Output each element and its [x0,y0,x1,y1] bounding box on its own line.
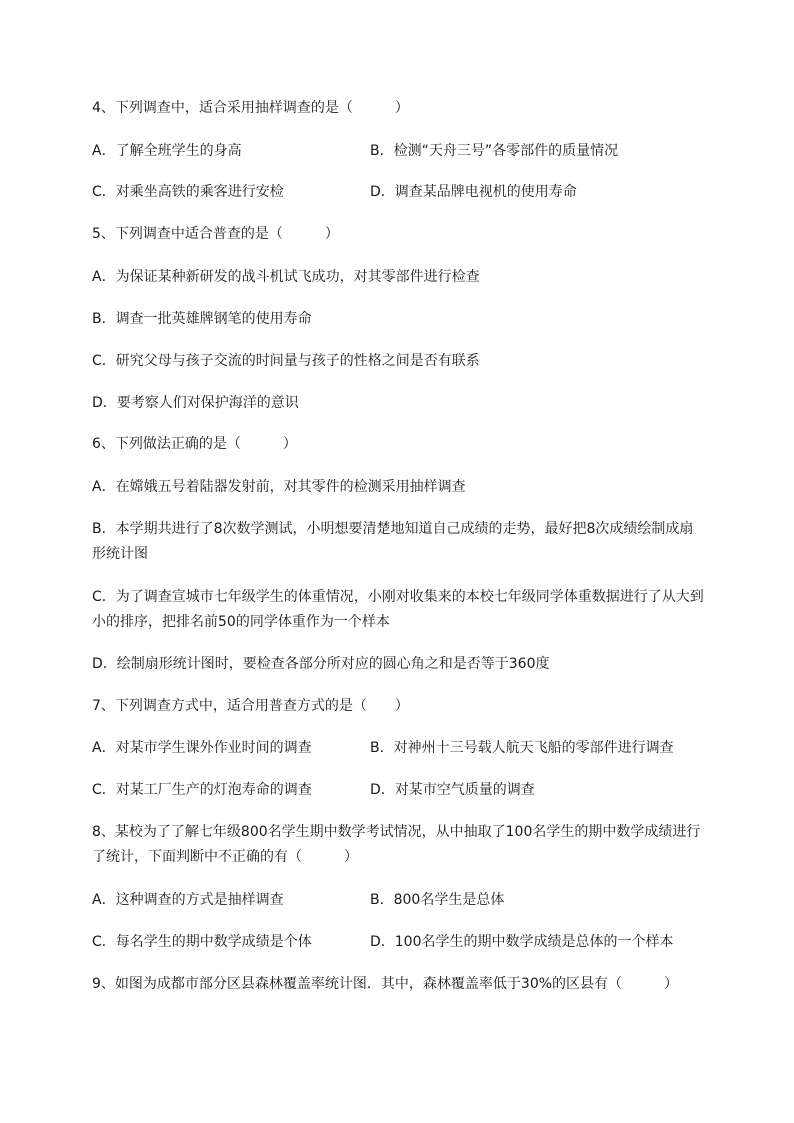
question-6-option-d: D．绘制扇形统计图时，要检查各部分所对应的圆心角之和是否等于360度 [92,656,550,672]
question-5-option-c: C．研究父母与孩子交流的时间量与孩子的性格之间是否有联系 [92,353,480,369]
question-8-option-b: B．800名学生是总体 [370,892,505,908]
question-7-option-b: B．对神州十三号载人航天飞船的零部件进行调查 [370,740,674,756]
question-8-option-c: C．每名学生的期中数学成绩是个体 [92,934,312,950]
question-4-stem: 4、下列调查中，适合采用抽样调查的是（ ） [92,100,409,116]
question-8-option-d: D．100名学生的期中数学成绩是总体的一个样本 [370,934,674,950]
question-6-option-c-line-2: 小的排序，把排名前50的同学体重作为一个样本 [92,614,390,630]
question-5-option-a: A．为保证某种新研发的战斗机试飞成功，对其零部件进行检查 [92,269,480,285]
question-4-options-row-1 [92,141,619,161]
question-8-option-a: A．这种调查的方式是抽样调查 [92,892,284,908]
question-6-option-a: A．在嫦娥五号着陆器发射前，对其零件的检测采用抽样调查 [92,479,466,495]
question-9-stem: 9、如图为成都市部分区县森林覆盖率统计图．其中，森林覆盖率低于30%的区县有（ ） [92,976,679,992]
question-4-option-b: B．检测“天舟三号”各零部件的质量情况 [370,143,619,159]
question-4-options-row-2 [92,182,577,202]
question-4-option-a: A．了解全班学生的身高 [92,143,242,159]
question-8-options-row-2 [92,932,674,952]
question-6-option-b-line-1: B．本学期共进行了8次数学测试，小明想要清楚地知道自己成绩的走势，最好把8次成绩绘制成扇 [92,521,694,537]
question-8-stem-line-2: 了统计，下面判断中不正确的有（ ） [92,849,358,865]
question-5-option-d: D．要考察人们对保护海洋的意识 [92,395,299,411]
question-4-option-c: C．对乘坐高铁的乘客进行安检 [92,184,284,200]
question-5-stem: 5、下列调查中适合普查的是（ ） [92,226,339,242]
question-7-option-d: D．对某市空气质量的调查 [370,782,535,798]
question-4-option-d: D．调查某品牌电视机的使用寿命 [370,184,577,200]
question-5-option-b: B．调查一批英雄牌钢笔的使用寿命 [92,311,312,327]
question-7-option-c: C．对某工厂生产的灯泡寿命的调查 [92,782,312,798]
question-7-stem: 7、下列调查方式中，适合用普查方式的是（ ） [92,698,409,714]
question-7-options-row-2 [92,780,535,800]
question-8-options-row-1 [92,890,505,910]
question-6-stem: 6、下列做法正确的是（ ） [92,436,297,452]
question-6-option-c-line-1: C．为了调查宣城市七年级学生的体重情况，小刚对收集来的本校七年级同学体重数据进行了从大到 [92,589,704,605]
question-6-option-b-line-2: 形统计图 [92,546,148,562]
question-7-option-a: A．对某市学生课外作业时间的调查 [92,740,312,756]
question-8-stem-line-1: 8、某校为了了解七年级800名学生期中数学考试情况，从中抽取了100名学生的期中数学成绩进行 [92,824,701,840]
question-7-options-row-1 [92,738,674,758]
